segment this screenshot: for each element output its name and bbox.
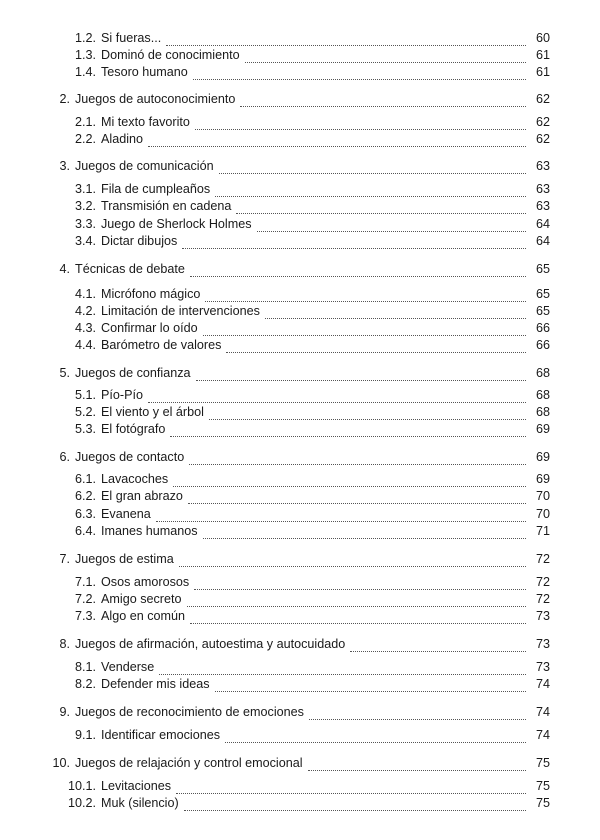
toc-chapter-entry [50,704,550,720]
entry-title: El fotógrafo [101,422,166,436]
dot-leader [190,266,526,277]
entry-page-number: 64 [535,217,550,231]
entry-title: Juegos de comunicación [75,159,214,173]
entry-title: Transmisión en cadena [101,199,232,213]
toc-section-entry [62,387,550,403]
entry-title: Aladino [101,132,144,146]
toc-section-entry [62,404,550,420]
entry-title: El gran abrazo [101,489,183,503]
entry-title: Evanena [101,507,151,521]
toc-section-entry [62,421,550,437]
entry-title: Algo en común [101,609,186,623]
entry-page-number: 71 [535,524,550,538]
entry-page-number: 68 [535,366,550,380]
toc-section-entry [62,337,550,353]
entry-title: Limitación de intervenciones [101,304,260,318]
entry-title: Juego de Sherlock Holmes [101,217,252,231]
dot-leader [159,664,526,675]
toc-chapter-entry [50,365,550,381]
dot-leader [196,370,526,381]
entry-page-number: 74 [535,728,550,742]
entry-title: Dictar dibujos [101,234,178,248]
entry-page-number: 70 [535,489,550,503]
dot-leader [309,709,526,720]
entry-number: 6. [59,450,70,464]
toc-section-entry [62,471,550,487]
entry-page-number: 60 [535,31,550,45]
entry-title: Venderse [101,660,155,674]
entry-title: Juegos de relajación y control emocional [75,756,303,770]
entry-number: 3.4. [74,234,96,248]
entry-number: 3. [59,159,70,173]
dot-leader [226,342,526,353]
entry-number: 7.1. [74,575,96,589]
toc-section-entry [62,114,550,130]
dot-leader [350,641,526,652]
toc-section-entry [62,47,550,63]
dot-leader [156,511,526,522]
entry-page-number: 74 [535,705,550,719]
entry-number: 8.1. [74,660,96,674]
entry-title: Juegos de contacto [75,450,185,464]
toc-section-entry [62,727,550,743]
entry-title: Muk (silencio) [101,796,179,810]
toc-chapter-entry [50,158,550,174]
entry-page-number: 75 [535,796,550,810]
entry-title: Fila de cumpleaños [101,182,211,196]
entry-title: Técnicas de debate [75,262,185,276]
entry-number: 2. [59,92,70,106]
dot-leader [308,760,526,771]
dot-leader [189,454,526,465]
toc-section-entry [62,523,550,539]
entry-title: Identificar emociones [101,728,221,742]
entry-number: 5.3. [74,422,96,436]
toc-chapter-entry [50,261,550,277]
entry-page-number: 61 [535,48,550,62]
entry-number: 8. [59,637,70,651]
entry-page-number: 75 [535,756,550,770]
entry-page-number: 66 [535,338,550,352]
entry-page-number: 63 [535,159,550,173]
entry-title: Lavacoches [101,472,169,486]
entry-title: Levitaciones [101,779,172,793]
dot-leader [184,800,526,811]
entry-number: 10.2. [67,796,96,810]
entry-page-number: 65 [535,287,550,301]
entry-page-number: 62 [535,115,550,129]
dot-leader [219,163,526,174]
toc-section-entry [62,608,550,624]
entry-number: 5. [59,366,70,380]
entry-page-number: 69 [535,472,550,486]
dot-leader [265,308,526,319]
entry-page-number: 64 [535,234,550,248]
entry-page-number: 75 [535,779,550,793]
entry-title: Dominó de conocimiento [101,48,240,62]
entry-title: Barómetro de valores [101,338,222,352]
dot-leader [205,291,526,302]
entry-number: 3.3. [74,217,96,231]
toc-section-entry [62,233,550,249]
entry-number: 8.2. [74,677,96,691]
dot-leader [182,238,526,249]
entry-title: Juegos de afirmación, autoestima y autocuidado [75,637,346,651]
dot-leader [166,35,526,46]
toc-section-entry [62,320,550,336]
entry-number: 1.4. [74,65,96,79]
toc-section-entry [56,795,550,811]
entry-page-number: 69 [535,422,550,436]
entry-page-number: 61 [535,65,550,79]
toc-chapter-entry [50,551,550,567]
entry-number: 3.1. [74,182,96,196]
entry-number: 5.1. [74,388,96,402]
toc-section-entry [62,659,550,675]
entry-page-number: 72 [535,592,550,606]
entry-title: Juegos de estima [75,552,174,566]
dot-leader [193,69,526,80]
entry-page-number: 68 [535,405,550,419]
entry-title: Si fueras... [101,31,162,45]
toc-section-entry [62,591,550,607]
dot-leader [194,579,526,590]
toc-section-entry [62,488,550,504]
dot-leader [195,119,526,130]
entry-page-number: 72 [535,552,550,566]
dot-leader [179,556,526,567]
entry-page-number: 62 [535,92,550,106]
entry-number: 2.1. [74,115,96,129]
toc-chapter-entry [50,636,550,652]
entry-number: 6.3. [74,507,96,521]
dot-leader [215,681,527,692]
entry-title: Mi texto favorito [101,115,190,129]
entry-page-number: 72 [535,575,550,589]
entry-number: 1.3. [74,48,96,62]
entry-title: Osos amorosos [101,575,190,589]
entry-number: 4.3. [74,321,96,335]
entry-title: El viento y el árbol [101,405,204,419]
entry-number: 7.3. [74,609,96,623]
entry-title: Juegos de confianza [75,366,191,380]
toc-chapter-entry [50,91,550,107]
entry-page-number: 73 [535,609,550,623]
toc-section-entry [62,64,550,80]
entry-title: Tesoro humano [101,65,188,79]
entry-title: Imanes humanos [101,524,198,538]
entry-number: 5.2. [74,405,96,419]
entry-page-number: 73 [535,660,550,674]
entry-number: 1.2. [74,31,96,45]
toc-section-entry [62,676,550,692]
toc-chapter-entry [44,755,550,771]
entry-page-number: 66 [535,321,550,335]
dot-leader [173,476,526,487]
toc-chapter-entry [50,449,550,465]
entry-title: Juegos de reconocimiento de emociones [75,705,304,719]
dot-leader [176,783,526,794]
dot-leader [209,409,526,420]
entry-page-number: 63 [535,182,550,196]
toc-section-entry [62,131,550,147]
toc-section-entry [62,286,550,302]
dot-leader [148,392,526,403]
entry-number: 4.2. [74,304,96,318]
entry-title: Confirmar lo oído [101,321,198,335]
entry-page-number: 63 [535,199,550,213]
entry-number: 9.1. [74,728,96,742]
entry-page-number: 65 [535,304,550,318]
dot-leader [245,52,526,63]
dot-leader [203,325,526,336]
entry-page-number: 69 [535,450,550,464]
entry-number: 7.2. [74,592,96,606]
toc-section-entry [62,30,550,46]
entry-number: 3.2. [74,199,96,213]
dot-leader [190,613,526,624]
entry-page-number: 65 [535,262,550,276]
entry-number: 6.2. [74,489,96,503]
toc-section-entry [62,303,550,319]
entry-title: Defender mis ideas [101,677,210,691]
entry-title: Amigo secreto [101,592,182,606]
dot-leader [170,426,526,437]
dot-leader [148,136,526,147]
dot-leader [257,221,526,232]
entry-number: 4.4. [74,338,96,352]
entry-number: 10. [52,756,70,770]
toc-section-entry [62,198,550,214]
toc-section-entry [62,181,550,197]
entry-number: 2.2. [74,132,96,146]
dot-leader [240,96,526,107]
entry-title: Pío-Pío [101,388,143,402]
entry-title: Micrófono mágico [101,287,201,301]
entry-number: 4.1. [74,287,96,301]
entry-number: 10.1. [67,779,96,793]
dot-leader [236,203,526,214]
entry-page-number: 68 [535,388,550,402]
entry-number: 4. [59,262,70,276]
toc-section-entry [62,216,550,232]
dot-leader [187,596,527,607]
entry-number: 9. [59,705,70,719]
dot-leader [203,528,526,539]
toc-section-entry [62,506,550,522]
toc-section-entry [56,778,550,794]
entry-number: 7. [59,552,70,566]
entry-title: Juegos de autoconocimiento [75,92,236,106]
entry-number: 6.4. [74,524,96,538]
dot-leader [215,186,526,197]
toc-section-entry [62,574,550,590]
dot-leader [188,493,526,504]
entry-page-number: 74 [535,677,550,691]
entry-page-number: 70 [535,507,550,521]
dot-leader [225,732,526,743]
entry-page-number: 62 [535,132,550,146]
entry-number: 6.1. [74,472,96,486]
entry-page-number: 73 [535,637,550,651]
